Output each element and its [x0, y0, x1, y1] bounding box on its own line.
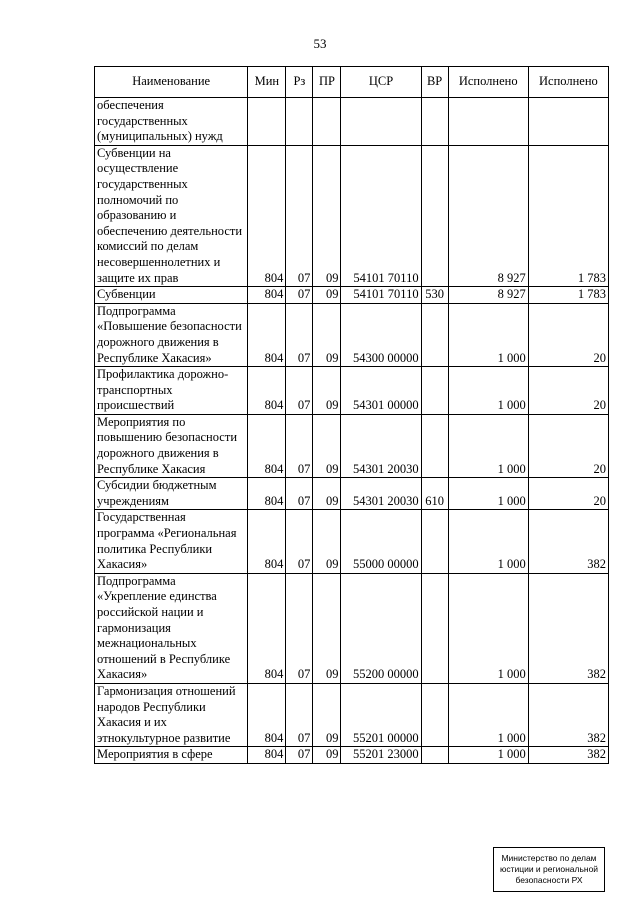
- table-header-row: [95, 67, 609, 98]
- row-name: Гармонизация отношений народов Республики Хакасия и их этнокультурное развитие: [95, 683, 248, 746]
- row-name: обеспечения государственных (муниципальных) нужд: [95, 98, 248, 146]
- row-name: Субвенции: [95, 287, 248, 304]
- table-row: [95, 145, 609, 286]
- row-min: 804: [248, 747, 286, 764]
- header-name: Наименование: [95, 67, 248, 98]
- row-pr: 09: [313, 414, 341, 477]
- table-row: [95, 367, 609, 415]
- row-vr: 530: [421, 287, 448, 304]
- row-rz: 07: [286, 747, 313, 764]
- row-name: Мероприятия по повышению безопасности дорожного движения в Республике Хакасия: [95, 414, 248, 477]
- header-csr: ЦСР: [341, 67, 421, 98]
- table-row: [95, 510, 609, 573]
- row-executed-1: 8 927: [448, 287, 528, 304]
- row-rz: 07: [286, 367, 313, 415]
- header-executed-1: Исполнено: [448, 67, 528, 98]
- row-pr: 09: [313, 303, 341, 366]
- row-executed-1: 1 000: [448, 573, 528, 683]
- row-csr: [341, 98, 421, 146]
- row-pr: 09: [313, 747, 341, 764]
- row-vr: [421, 145, 448, 286]
- row-executed-1: [448, 98, 528, 146]
- stamp-line-2: юстиции и региональной: [499, 864, 599, 874]
- row-executed-2: 382: [528, 683, 608, 746]
- row-name: Профилактика дорожно-транспортных происшествий: [95, 367, 248, 415]
- row-rz: 07: [286, 145, 313, 286]
- row-executed-2: 382: [528, 747, 608, 764]
- row-csr: 54101 70110: [341, 287, 421, 304]
- header-rz: Рз: [286, 67, 313, 98]
- row-min: 804: [248, 478, 286, 510]
- row-name: Субсидии бюджетным учреждениям: [95, 478, 248, 510]
- table-row: [95, 287, 609, 304]
- row-executed-1: 1 000: [448, 414, 528, 477]
- row-rz: 07: [286, 303, 313, 366]
- row-csr: 55201 00000: [341, 683, 421, 746]
- row-rz: [286, 98, 313, 146]
- row-min: 804: [248, 145, 286, 286]
- table-row: [95, 747, 609, 764]
- header-vr: ВР: [421, 67, 448, 98]
- row-executed-2: 20: [528, 414, 608, 477]
- row-name: Мероприятия в сфере: [95, 747, 248, 764]
- row-csr: 55201 23000: [341, 747, 421, 764]
- row-executed-2: 20: [528, 478, 608, 510]
- row-min: 804: [248, 303, 286, 366]
- row-executed-2: 20: [528, 367, 608, 415]
- page-number: 53: [313, 36, 327, 51]
- row-csr: 54301 20030: [341, 414, 421, 477]
- row-csr: 55000 00000: [341, 510, 421, 573]
- row-name: Подпрограмма «Повышение безопасности дорожного движения в Республике Хакасия»: [95, 303, 248, 366]
- row-csr: 54301 20030: [341, 478, 421, 510]
- row-pr: 09: [313, 367, 341, 415]
- row-rz: 07: [286, 287, 313, 304]
- row-csr: 54301 00000: [341, 367, 421, 415]
- row-executed-1: 8 927: [448, 145, 528, 286]
- header-executed-2: Исполнено: [528, 67, 608, 98]
- row-vr: [421, 98, 448, 146]
- row-executed-1: 1 000: [448, 303, 528, 366]
- table-row: [95, 683, 609, 746]
- stamp-line-3: безопасности РХ: [515, 875, 583, 885]
- row-min: 804: [248, 414, 286, 477]
- row-csr: 55200 00000: [341, 573, 421, 683]
- row-rz: 07: [286, 573, 313, 683]
- row-pr: 09: [313, 478, 341, 510]
- row-pr: 09: [313, 287, 341, 304]
- row-rz: 07: [286, 683, 313, 746]
- row-pr: 09: [313, 510, 341, 573]
- row-min: 804: [248, 573, 286, 683]
- row-name: Подпрограмма «Укрепление единства российской нации и гармонизация межнациональных отношений в Республике Хакасия»: [95, 573, 248, 683]
- row-pr: [313, 98, 341, 146]
- header-min: Мин: [248, 67, 286, 98]
- stamp-line-1: Министерство по делам: [501, 853, 597, 863]
- header-pr: ПР: [313, 67, 341, 98]
- row-min: 804: [248, 683, 286, 746]
- row-executed-2: 20: [528, 303, 608, 366]
- row-executed-2: 382: [528, 573, 608, 683]
- table-row: [95, 414, 609, 477]
- row-vr: [421, 683, 448, 746]
- row-pr: 09: [313, 683, 341, 746]
- row-vr: [421, 510, 448, 573]
- row-rz: 07: [286, 510, 313, 573]
- row-executed-2: [528, 98, 608, 146]
- table-row: [95, 573, 609, 683]
- row-pr: 09: [313, 145, 341, 286]
- row-executed-2: 1 783: [528, 145, 608, 286]
- row-name: Государственная программа «Региональная политика Республики Хакасия»: [95, 510, 248, 573]
- row-csr: 54300 00000: [341, 303, 421, 366]
- row-executed-2: 382: [528, 510, 608, 573]
- row-name: Субвенции на осуществление государственных полномочий по образованию и обеспечению деятельности комиссий по делам несовершеннолетних и защите их прав: [95, 145, 248, 286]
- row-executed-1: 1 000: [448, 478, 528, 510]
- budget-table: [94, 66, 609, 764]
- row-vr: 610: [421, 478, 448, 510]
- row-min: 804: [248, 287, 286, 304]
- table-row: [95, 98, 609, 146]
- row-vr: [421, 367, 448, 415]
- row-executed-1: 1 000: [448, 367, 528, 415]
- row-executed-1: 1 000: [448, 683, 528, 746]
- ministry-stamp: [493, 847, 605, 892]
- row-rz: 07: [286, 478, 313, 510]
- row-min: 804: [248, 510, 286, 573]
- row-executed-1: 1 000: [448, 747, 528, 764]
- row-vr: [421, 414, 448, 477]
- row-pr: 09: [313, 573, 341, 683]
- row-vr: [421, 573, 448, 683]
- row-executed-1: 1 000: [448, 510, 528, 573]
- row-min: 804: [248, 367, 286, 415]
- table-row: [95, 478, 609, 510]
- row-min: [248, 98, 286, 146]
- row-vr: [421, 303, 448, 366]
- table-row: [95, 303, 609, 366]
- row-executed-2: 1 783: [528, 287, 608, 304]
- row-vr: [421, 747, 448, 764]
- row-csr: 54101 70110: [341, 145, 421, 286]
- row-rz: 07: [286, 414, 313, 477]
